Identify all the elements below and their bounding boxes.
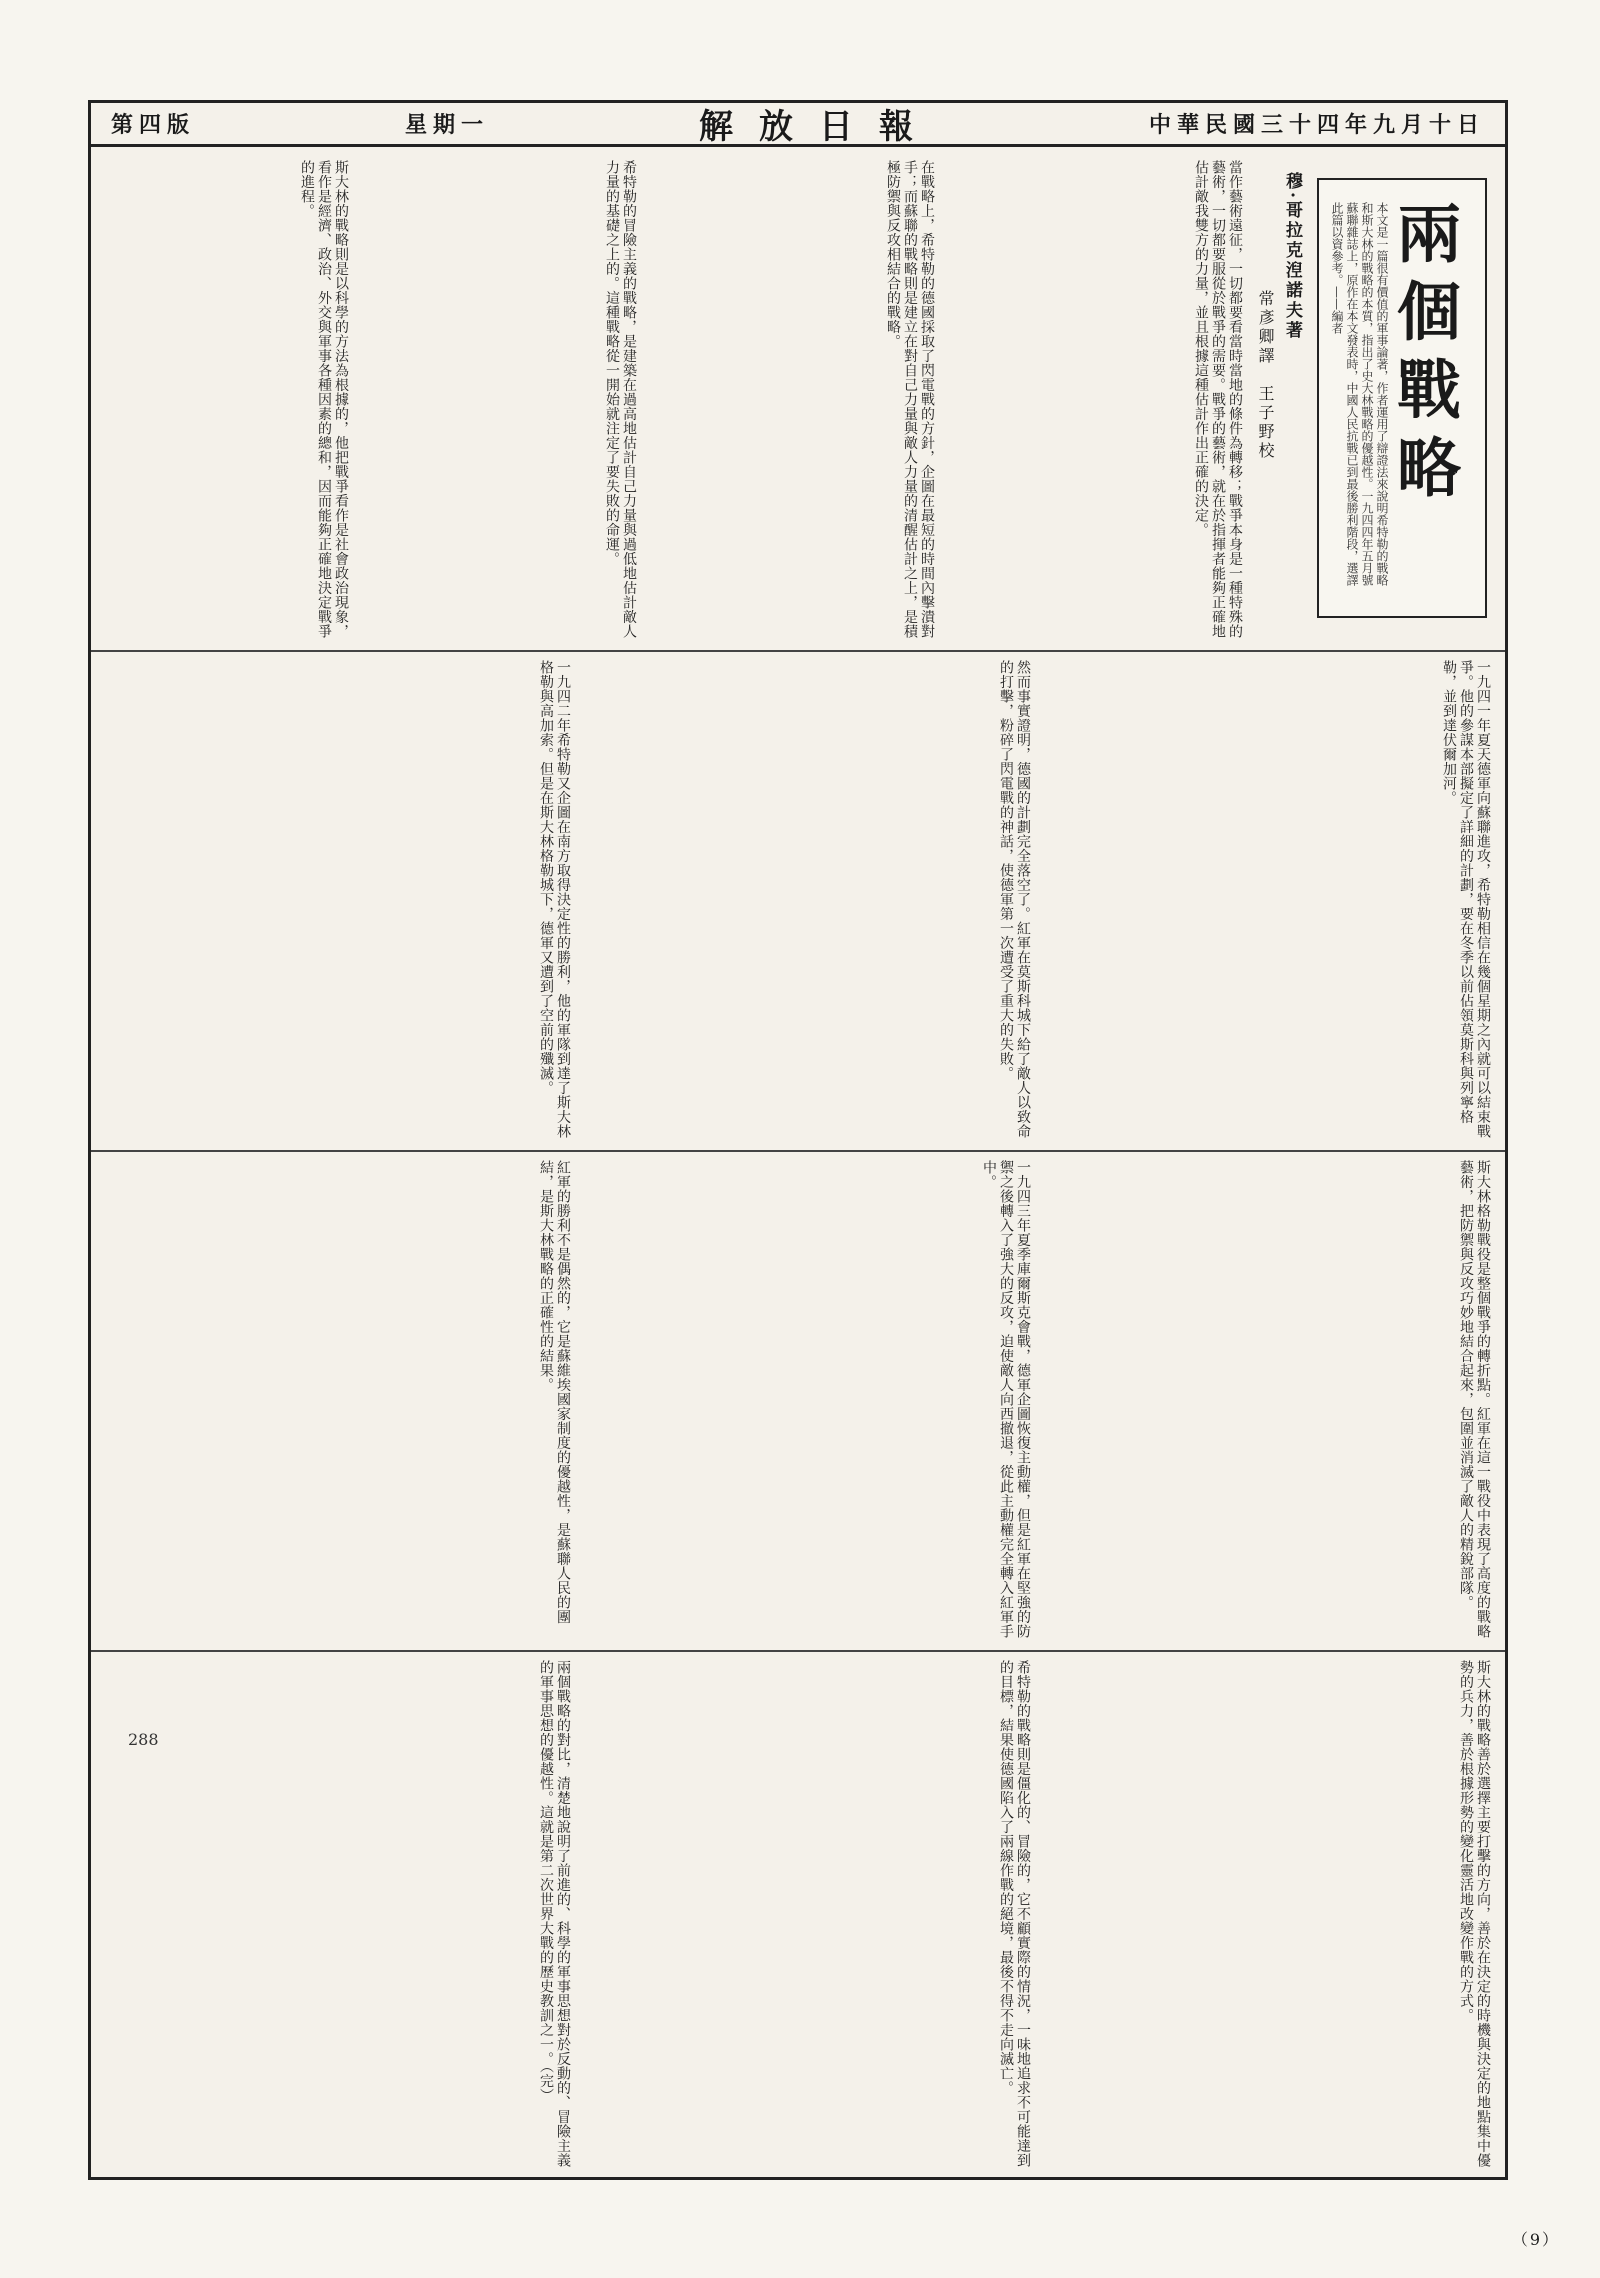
intro-note: 本文是一篇很有價值的軍事論著，作者運用了辯證法來說明希特勒的戰略和斯大林的戰略的本質，指出了史大林戰略的優越性。一九四四年五月號蘇聯雜誌上，原作在本文發表時，中國人民抗戰已到最後勝利階段，選譯此篇以資參考。——編者 <box>1330 202 1389 586</box>
masthead <box>91 103 1505 147</box>
text-column: 斯大林的戰略則是以科學的方法為根據的，他把戰爭看作是社會政治現象，看作是經濟、政治、外交與軍事各種因素的總和，因而能夠正確地決定戰爭的進程。 <box>299 160 349 639</box>
page-mark: （9） <box>1511 2230 1560 2249</box>
issue-date: 中華民國三十四年九月十日 <box>1148 112 1485 138</box>
text-column: 一九四二年希特勒又企圖在南方取得決定性的勝利，他的軍隊到達了斯大林格勒與高加索。但是在斯大林格勒城下，德軍又遭到了空前的殲滅。 <box>538 660 571 1139</box>
text-column: 然而事實證明，德國的計劃完全落空了。紅軍在莫斯科城下給了敵人以致命的打擊，粉碎了閃電戰的神話，使德軍第一次遭受了重大的失敗。 <box>998 660 1031 1139</box>
page-label: 第四版 <box>111 112 196 138</box>
margin-number: 288 <box>128 1730 159 1749</box>
article-body <box>91 150 1505 2177</box>
text-column: 希特勒的冒險主義的戰略，是建築在過高地估計自己力量與過低地估計敵人力量的基礎之上的。這種戰略從一開始就注定了要失敗的命運。 <box>604 160 637 639</box>
text-column: 一九四一年夏天德軍向蘇聯進攻，希特勒相信在幾個星期之內就可以結束戰爭。他的參謀本部擬定了詳細的計劃，要在冬季以前佔領莫斯科與列寧格勒，並到達伏爾加河。 <box>1441 660 1491 1139</box>
text-column: 斯大林的戰略善於選擇主要打擊的方向，善於在決定的時機與決定的地點集中優勢的兵力，善於根據形勢的變化靈活地改變作戰的方式。 <box>1458 1660 1491 2168</box>
text-column: 兩個戰略的對比，清楚地說明了前進的、科學的軍事思想對於反動的、冒險主義的軍事思想的優越性。這就是第二次世界大戰的歷史教訓之一。（完） <box>538 1660 571 2168</box>
tier-1 <box>91 150 1505 652</box>
translator-line: 常彥卿譯 王子野校 <box>1256 290 1275 461</box>
paper-name: 解放日報 <box>699 107 939 147</box>
text-column: 紅軍的勝利不是偶然的，它是蘇維埃國家制度的優越性，是蘇聯人民的團結，是斯大林戰略的正確性的結果。 <box>538 1160 571 1624</box>
newspaper-page <box>88 100 1508 2180</box>
text-column: 當作藝術遠征，一切都要看當時當地的條件為轉移；戰爭本身是一種特殊的藝術，一切都要服從於戰爭的需要。戰爭的藝術，就在於指揮者能夠正確地估計敵我雙方的力量，並且根據這種估計作出正確的決定。 <box>1193 160 1243 639</box>
text-column: 一九四三年夏季庫爾斯克會戰，德軍企圖恢復主動權，但是紅軍在堅強的防禦之後轉入了強大的反攻，迫使敵人向西撤退，從此主動權完全轉入紅軍手中。 <box>981 1160 1031 1639</box>
text-column: 斯大林格勒戰役是整個戰爭的轉折點。紅軍在這一戰役中表現了高度的戰略藝術，把防禦與反攻巧妙地結合起來，包圍並消滅了敵人的精銳部隊。 <box>1458 1160 1491 1639</box>
weekday: 星期一 <box>405 112 490 138</box>
author-line: 穆·哥拉克湼諾夫著 <box>1282 172 1302 341</box>
text-column: 在戰略上，希特勒的德國採取了閃電戰的方針，企圖在最短的時間內擊潰對手；而蘇聯的戰略則是建立在對自己力量與敵人力量的清醒估計之上，是積極防禦與反攻相結合的戰略。 <box>885 160 935 639</box>
text-column: 希特勒的戰略則是僵化的、冒險的，它不顧實際的情況，一味地追求不可能達到的目標，結果使德國陷入了兩線作戰的絕境，最後不得不走向滅亡。 <box>998 1660 1031 2168</box>
title-box <box>1317 178 1487 618</box>
article-title: 兩個戰略 <box>1386 200 1461 512</box>
tier-3 <box>91 1150 1505 1652</box>
tier-2 <box>91 650 1505 1152</box>
tier-4 <box>91 1650 1505 2183</box>
